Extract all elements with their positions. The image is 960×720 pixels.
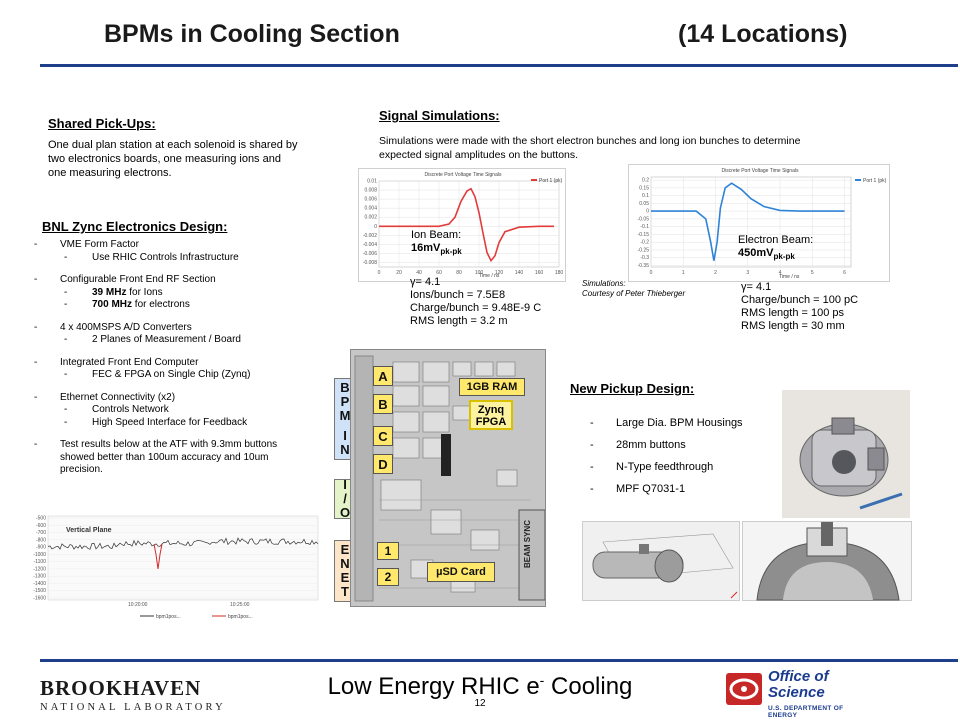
strip-char: E (340, 542, 350, 557)
enet-port-2: 2 (377, 568, 399, 586)
doe-text (768, 669, 829, 701)
zync-subitem: - Use RHIC Controls Infrastructure (34, 252, 324, 265)
zynq-fpga-label (469, 400, 513, 430)
electron-amp-value: 450mV (738, 247, 774, 259)
vp-y-tick-label: -1400 (33, 580, 46, 587)
vp-y-tick-label: -1300 (33, 573, 46, 580)
footer-title-text: Low Energy RHIC e (327, 673, 540, 700)
x-tick-label: 4 (778, 270, 782, 276)
strip-char: I (343, 428, 347, 443)
ion-legend: Port 1 (pk) (539, 178, 563, 184)
y-tick-label: 0.1 (642, 193, 649, 200)
strip-char: / (343, 491, 347, 506)
channel-b: B (373, 394, 393, 414)
ion-params (410, 276, 541, 328)
freq-electrons-label: for electrons (134, 299, 190, 310)
strip-char: M (339, 408, 351, 423)
y-tick-label: -0.2 (640, 239, 649, 246)
cad-drawing-1 (583, 522, 741, 602)
photo-bore (832, 450, 856, 474)
y-tick-label: -0.35 (637, 262, 649, 269)
photo-feedthrough (868, 448, 884, 470)
y-tick-label: 0.004 (364, 205, 377, 212)
bnl-logo-bottom: NATIONAL LABORATORY (40, 702, 226, 713)
freq-ions: 39 MHz (92, 286, 127, 298)
cad-render-1 (582, 521, 740, 601)
x-tick-label: 0 (649, 270, 653, 276)
zync-subitem: - Controls Network (34, 404, 324, 417)
vertical-plane-chart (30, 514, 320, 624)
strip-char: T (341, 584, 349, 599)
title-rule (40, 64, 958, 67)
zync-subitem: - High Speed Interface for Feedback (34, 417, 324, 430)
ion-beam-amplitude (411, 242, 462, 258)
pickup-item: - 28mm buttons (590, 439, 780, 452)
sd-card-label: µSD Card (427, 562, 495, 582)
vp-legend: bpm1pos... (228, 614, 253, 620)
zynq-label: Zynq (477, 404, 505, 416)
x-tick-label: 2 (714, 270, 717, 276)
zync-item: - Test results below at the ATF with 9.3mm buttons showed better than 100um accuracy and 10um precision. (34, 439, 304, 477)
electron-params (741, 281, 858, 333)
y-tick-label: -0.05 (637, 216, 649, 223)
vp-y-tick-label: -1600 (33, 595, 46, 602)
zync-board-image (350, 349, 546, 607)
doe-text-2: Science (768, 684, 825, 701)
vp-y-tick-label: -500 (35, 515, 46, 522)
board-edge (355, 356, 373, 601)
zync-list (34, 239, 324, 477)
pickup-item: - MPF Q7031-1 (590, 483, 780, 496)
zync-item: - Integrated Front End Computer (34, 357, 324, 370)
electron-xlabel: Time / ns (779, 274, 800, 280)
bpm-photo-drawing (782, 390, 910, 518)
ion-amp-sub: pk-pk (440, 247, 462, 257)
strip-char: P (340, 394, 350, 409)
strip-char: N (340, 556, 350, 571)
x-tick-label: 5 (810, 270, 814, 276)
zync-subitem (34, 287, 324, 300)
strip-char: N (340, 442, 350, 457)
y-tick-label: -0.25 (637, 247, 649, 254)
x-tick-label: 180 (554, 270, 564, 276)
channel-c: C (373, 426, 393, 446)
vp-y-tick-label: -1100 (33, 559, 46, 566)
y-tick-label: 0.2 (642, 177, 649, 184)
freq-electrons: 700 MHz (92, 299, 133, 310)
vp-y-tick-label: -700 (35, 530, 46, 537)
x-tick-label: 140 (514, 270, 524, 276)
electron-beam-label (738, 234, 813, 263)
cad-button (639, 544, 649, 554)
y-tick-label: -0.15 (637, 231, 649, 238)
vp-legend: bpm1pos... (156, 614, 181, 620)
electron-legend-swatch (855, 179, 861, 181)
y-tick-label: 0.008 (364, 187, 377, 194)
vp-x-tick: 10:20:00 (128, 602, 148, 608)
y-tick-label: -0.008 (362, 259, 377, 266)
vp-title: Vertical Plane (66, 527, 112, 534)
plot-frame (379, 181, 559, 267)
vp-y-tick-label: -600 (35, 522, 46, 529)
vp-x-tick: 10:25:00 (230, 602, 250, 608)
ion-param: RMS length = 3.2 m (410, 315, 508, 327)
doe-text-1: Office of (768, 668, 829, 685)
courtesy-line: Courtesy of Peter Thieberger (582, 289, 686, 298)
footer-title-end: Cooling (544, 673, 633, 700)
x-tick-label: 6 (843, 270, 846, 276)
ion-amp-value: 16mV (411, 242, 441, 254)
vp-y-tick-label: -1500 (33, 588, 46, 595)
pickup-item: - N-Type feedthrough (590, 461, 780, 474)
zync-subitem (34, 299, 324, 312)
ram-label: 1GB RAM (459, 378, 525, 396)
doe-logo (724, 667, 864, 719)
x-tick-label: 60 (436, 270, 442, 276)
pickup-item: - Large Dia. BPM Housings (590, 417, 780, 430)
y-tick-label: 0.05 (639, 200, 649, 207)
cad-axis (731, 592, 737, 598)
y-tick-label: 0.01 (367, 178, 377, 185)
bpm-housing-photo (782, 390, 910, 518)
y-tick-label: 0.002 (364, 214, 377, 221)
zync-item: - 4 x 400MSPS A/D Converters (34, 322, 324, 335)
shared-pickups-text: One dual plan station at each solenoid is shared by two electronics boards, one measuring ions and one measuring electrons. (48, 139, 298, 179)
cad-flange (655, 550, 683, 582)
doe-text-3: U.S. DEPARTMENT OF ENERGY (768, 705, 844, 719)
page-number: 12 (474, 698, 486, 709)
strip-char: B (340, 380, 350, 395)
ion-chart-title: Discrete Port Voltage Time Signals (424, 172, 502, 178)
electron-beam-amplitude (738, 247, 813, 263)
y-tick-label: 0.006 (364, 196, 377, 203)
shared-pickups-heading: Shared Pick-Ups: (48, 116, 156, 131)
photo-feedthrough (832, 418, 854, 434)
ion-beam-title: Ion Beam: (411, 229, 462, 241)
cad-pin (821, 522, 833, 546)
x-tick-label: 0 (377, 270, 381, 276)
x-tick-label: 3 (746, 270, 750, 276)
board-components (381, 362, 517, 592)
bnl-logo-top: BROOKHAVEN (40, 676, 202, 700)
y-tick-label: -0.002 (362, 232, 377, 239)
ion-param: Ions/bunch = 7.5E8 (410, 289, 506, 301)
photo-pen (860, 494, 902, 508)
x-tick-label: 20 (396, 270, 402, 276)
new-pickup-list (590, 417, 780, 496)
ion-param: γ= 4.1 (410, 276, 441, 288)
y-tick-label: 0.15 (639, 185, 649, 192)
electron-beam-title: Electron Beam: (738, 234, 814, 246)
strip-char: O (339, 505, 351, 520)
zync-subitem: - FEC & FPGA on Single Chip (Zynq) (34, 369, 274, 382)
zync-item: - Ethernet Connectivity (x2) (34, 392, 324, 405)
cad-render-2 (742, 521, 912, 601)
vp-y-tick-label: -1000 (33, 551, 46, 558)
electron-param: Charge/bunch = 100 pC (741, 294, 859, 306)
electron-signal-chart (628, 164, 890, 282)
footer-title-sup: - (539, 672, 545, 688)
electron-legend: Port 1 (pk) (863, 178, 887, 184)
fpga-label: FPGA (475, 416, 507, 428)
y-tick-label: -0.006 (362, 250, 377, 257)
cad-drawing-2 (743, 522, 913, 602)
enet-port-1: 1 (377, 542, 399, 560)
x-tick-label: 100 (474, 270, 484, 276)
beam-sync-label: BEAM SYNC (523, 520, 532, 569)
y-tick-label: 0 (646, 208, 649, 215)
new-pickup-heading: New Pickup Design: (570, 381, 695, 396)
slide-title-locations: (14 Locations) (678, 20, 848, 48)
board-connector (441, 434, 451, 476)
channel-d: D (373, 454, 393, 474)
slide-title: BPMs in Cooling Section (104, 20, 400, 48)
vp-y-tick-label: -1200 (33, 566, 46, 573)
y-tick-label: -0.3 (640, 255, 649, 262)
y-tick-label: -0.004 (362, 241, 377, 248)
vp-y-tick-label: -900 (35, 544, 46, 551)
ion-legend-swatch (531, 179, 537, 181)
zync-subitem: - 2 Planes of Measurement / Board (34, 334, 324, 347)
y-tick-label: 0 (374, 223, 377, 230)
electron-param: RMS length = 100 ps (741, 307, 845, 319)
ion-beam-label (411, 229, 462, 258)
x-tick-label: 80 (456, 270, 462, 276)
freq-ions-label: for Ions (129, 286, 163, 298)
electron-amp-sub: pk-pk (773, 252, 795, 262)
channel-a: A (373, 366, 393, 386)
simulation-courtesy (582, 279, 685, 299)
zync-item: - Configurable Front End RF Section (34, 274, 324, 287)
signal-heading: Signal Simulations: (379, 108, 500, 123)
ion-xlabel: Time / ns (479, 273, 500, 279)
ion-signal-chart (358, 168, 566, 282)
x-tick-label: 1 (681, 270, 685, 276)
strip-char: E (340, 570, 350, 585)
vp-y-tick-label: -800 (35, 537, 46, 544)
x-tick-label: 120 (494, 270, 504, 276)
y-tick-label: -0.1 (640, 224, 649, 231)
courtesy-line: Simulations: (582, 279, 626, 288)
signal-text: Simulations were made with the short electron bunches and long ion bunches to determine expected signal amplitudes on the buttons. (379, 135, 801, 161)
zync-item: - VME Form Factor (34, 239, 324, 252)
zync-heading: BNL Zync Electronics Design: (42, 219, 228, 234)
doe-logo-dot (741, 686, 747, 692)
x-tick-label: 40 (416, 270, 422, 276)
x-tick-label: 160 (534, 270, 544, 276)
electron-param: γ= 4.1 (741, 281, 772, 293)
strip-char: I (343, 477, 347, 492)
ion-param: Charge/bunch = 9.48E-9 C (410, 302, 542, 314)
footer-rule (40, 659, 958, 662)
electron-chart-title: Discrete Port Voltage Time Signals (721, 168, 799, 174)
electron-param: RMS length = 30 mm (741, 320, 845, 332)
